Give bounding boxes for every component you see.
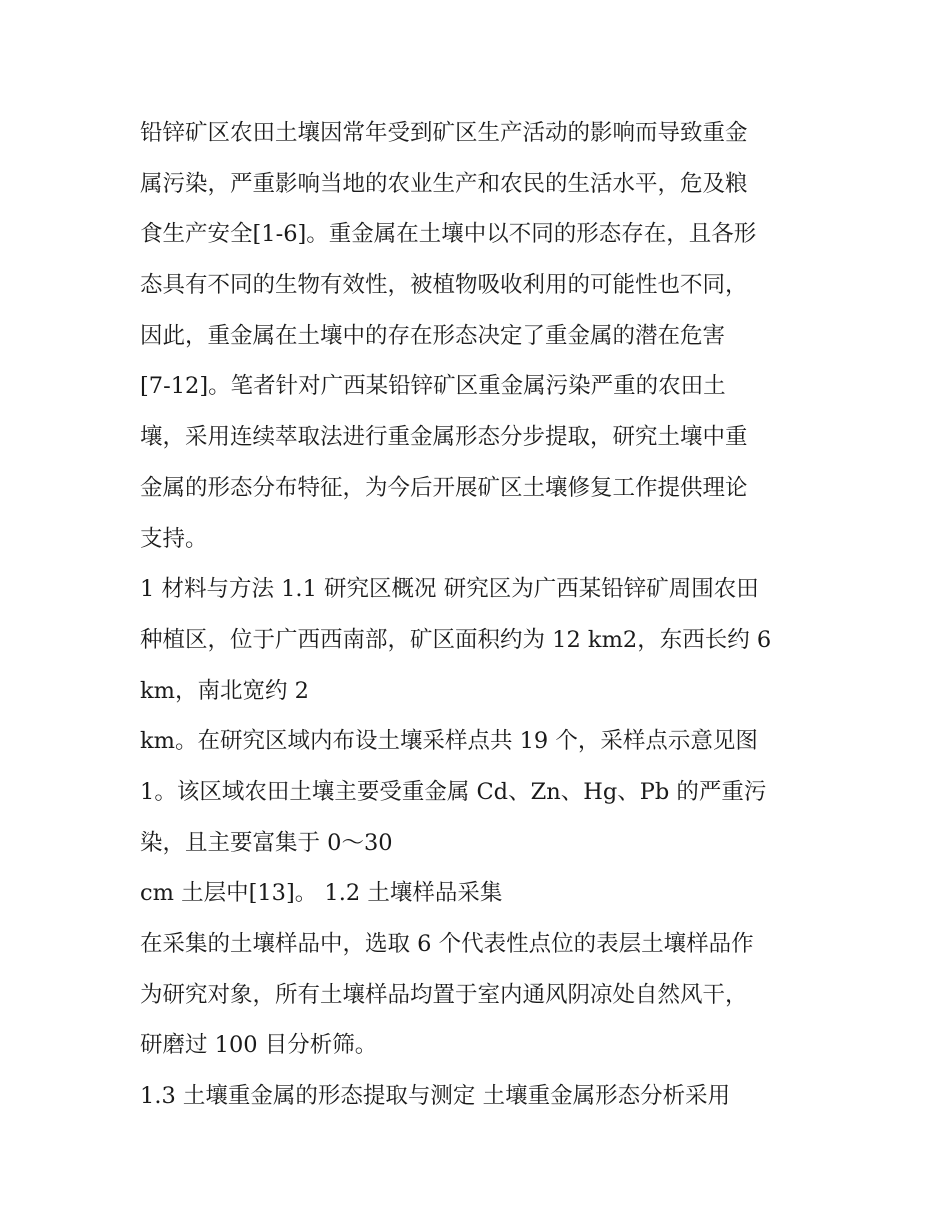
text-line: km。在研究区域内布设土壤采样点共 19 个，采样点示意见图 <box>140 728 758 755</box>
document-body <box>140 108 820 1122</box>
text-line: [7-12]。笔者针对广西某铅锌矿区重金属污染严重的农田土 <box>140 373 726 400</box>
text-line: km，南北宽约 2 <box>140 677 309 704</box>
text-line: 铅锌矿区农田土壤因常年受到矿区生产活动的影响而导致重金 <box>140 120 748 146</box>
section-heading-line: 1 材料与方法 1.1 研究区概况 研究区为广西某铅锌矿周围农田 <box>140 576 759 603</box>
section-heading-line: 1.3 土壤重金属的形态提取与测定 土壤重金属形态分析采用 <box>140 1083 731 1110</box>
text-line: 壤，采用连续萃取法进行重金属形态分步提取，研究土壤中重 <box>140 424 748 451</box>
text-line: 在采集的土壤样品中，选取 6 个代表性点位的表层土壤样品作 <box>140 931 754 957</box>
text-line: 为研究对象，所有土壤样品均置于室内通风阴凉处自然风干， <box>140 981 748 1008</box>
section-heading-line: cm 土层中[13]。 1.2 土壤样品采集 <box>140 880 503 907</box>
text-line: 支持。 <box>140 525 208 552</box>
text-line: 种植区，位于广西西南部，矿区面积约为 12 km2，东西长约 6 <box>140 626 772 653</box>
text-line: 1。该区域农田土壤主要受重金属 Cd、Zn、Hg、Pb 的严重污 <box>140 778 767 805</box>
text-line: 态具有不同的生物有效性，被植物吸收利用的可能性也不同， <box>140 272 748 299</box>
text-line: 染，且主要富集于 0～30 <box>140 829 393 856</box>
text-line: 属污染，严重影响当地的农业生产和农民的生活水平，危及粮 <box>140 170 748 197</box>
text-line: 因此，重金属在土壤中的存在形态决定了重金属的潜在危害 <box>140 322 726 349</box>
text-line: 金属的形态分布特征，为今后开展矿区土壤修复工作提供理论 <box>140 474 748 501</box>
text-line: 食生产安全[1-6]。重金属在土壤中以不同的形态存在，且各形 <box>140 221 757 248</box>
text-line: 研磨过 100 目分析筛。 <box>140 1032 378 1059</box>
